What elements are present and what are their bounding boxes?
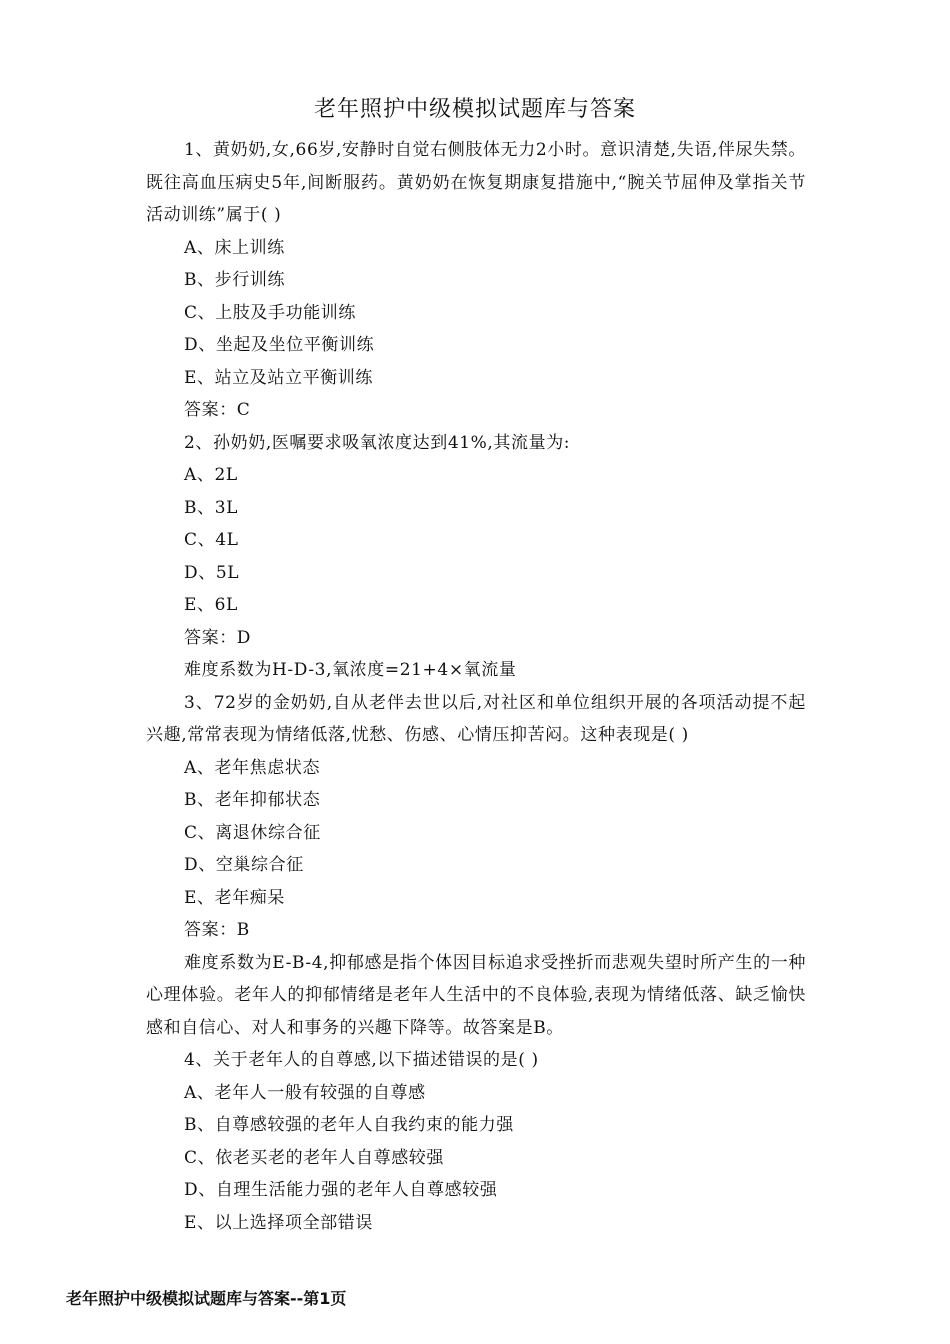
question-3-option-b: B、老年抑郁状态 xyxy=(184,790,321,810)
question-2-stem: 2、孙奶奶,医嘱要求吸氧浓度达到41%,其流量为: xyxy=(184,432,571,453)
question-2-option-c: C、4L xyxy=(184,530,239,550)
question-1-answer: 答案：C xyxy=(184,400,251,420)
question-1-stem: 1、黄奶奶,女,66岁,安静时自觉右侧肢体无力2小时。意识清楚,失语,伴尿失禁。既往高血压病史5年,间断服药。黄奶奶在恢复期康复措施中,“腕关节屈伸及掌指关节活动训练”属于( ) xyxy=(146,140,806,225)
question-4-option-e: E、以上选择项全部错误 xyxy=(184,1212,374,1233)
question-3-explanation: 难度系数为E-B-4,抑郁感是指个体因目标追求受挫折而悲观失望时所产生的一种心理体验。老年人的抑郁情绪是老年人生活中的不良体验,表现为情绪低落、缺乏愉快感和自信心、对人和事务的兴趣下降等。故答案是B。 xyxy=(146,952,806,1038)
question-2-answer: 答案：D xyxy=(184,627,252,648)
question-4-option-c: C、依老买老的老年人自尊感较强 xyxy=(184,1147,445,1168)
question-3-option-a: A、老年焦虑状态 xyxy=(184,757,321,778)
question-list xyxy=(146,134,806,1239)
question-2-explanation: 难度系数为H-D-3,氧浓度=21+4×氧流量 xyxy=(184,660,517,680)
question-4-option-a: A、老年人一般有较强的自尊感 xyxy=(184,1082,426,1103)
question-2-option-d: D、5L xyxy=(184,562,240,583)
question-2-option-a: A、2L xyxy=(184,465,238,485)
question-1-option-d: D、坐起及坐位平衡训练 xyxy=(184,335,375,355)
question-4-option-d: D、自理生活能力强的老年人自尊感较强 xyxy=(184,1180,498,1200)
question-3-option-d: D、空巢综合征 xyxy=(184,855,304,875)
page-title: 老年照护中级模拟试题库与答案 xyxy=(313,97,636,122)
question-3-option-c: C、离退休综合征 xyxy=(184,822,321,843)
question-1-option-c: C、上肢及手功能训练 xyxy=(184,302,357,323)
question-2-option-b: B、3L xyxy=(184,497,238,518)
question-4-option-b: B、自尊感较强的老年人自我约束的能力强 xyxy=(184,1115,514,1135)
question-1-option-a: A、床上训练 xyxy=(184,237,285,258)
question-3-option-e: E、老年痴呆 xyxy=(184,887,286,908)
question-3-stem: 3、72岁的金奶奶,自从老伴去世以后,对社区和单位组织开展的各项活动提不起兴趣,常常表现为情绪低落,忧愁、伤感、心情压抑苦闷。这种表现是( ) xyxy=(146,692,806,745)
question-4-stem: 4、关于老年人的自尊感,以下描述错误的是( ) xyxy=(184,1050,539,1070)
question-3-answer: 答案：B xyxy=(184,920,250,940)
question-2-option-e: E、6L xyxy=(184,595,238,615)
page-footer: 老年照护中级模拟试题库与答案--第1页 xyxy=(66,1289,347,1308)
question-1-option-b: B、步行训练 xyxy=(184,270,286,290)
question-1-option-e: E、站立及站立平衡训练 xyxy=(184,367,374,388)
